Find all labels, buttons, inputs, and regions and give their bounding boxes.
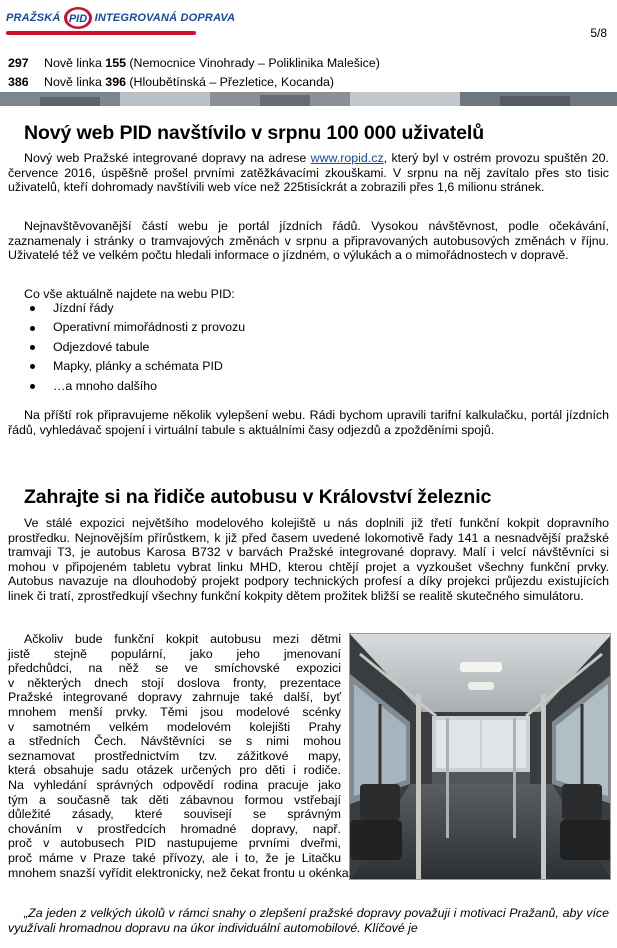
bullet-icon [30,306,35,311]
text-line: důležité zásady, které souvisejí se správným [8,807,341,822]
bullet-icon [30,364,35,369]
web-p1-text-b: , který byl v ostrém provozu spuštěn 20. července 2016, úspěšně prošel prvními zatěžkávacími zkouškami. V srpnu na něj zavítalo přes sto tisic uživatelů, kteří dohromady navštívili web více než 225tisíckrát a zobrazili přes 1,6 milionu stránek. [8,151,609,195]
bus-paragraph-2 [8,632,341,866]
list-item [8,357,408,376]
logo-text-mid: PID [68,13,87,25]
line-route: (Nemocnice Vinohrady – Poliklinika Malešice) [125,56,380,70]
logo-text-right: INTEGROVANÁ DOPRAVA [94,12,236,24]
list-item [8,377,408,396]
line-change-prefix: Nově linka [44,75,106,89]
list-item-label: Operativní mimořádnosti z provozu [53,320,246,335]
text-line: mnohem menší prvky. Těmi jsou modelové scénky [8,704,341,719]
web-list-intro: Co vše aktuálně najdete na webu PID: [24,287,235,301]
pid-logo [6,6,235,30]
text-line: v některých dnech stojí doslova fronty, prezentace [8,675,341,690]
page-header [6,4,611,38]
line-change-number: 386 [8,75,29,89]
bus-paragraph-1: Ve stálé expozici největšího modelového kolejiště u nás doplnili již třetí funkční kokpit dopravního prostředku. Nejnovějším přírůstkem, k již před časem uvedené lokomotivě řady 141 a nesnadvější pražské tramvaji T3, je autobus Karosa B732 v barvách Pražské integrované dopravy. Malí i velcí návštěvníci si mohou v připojeném tabletu vybrat linku MHD, kterou chtějí projet a vyzkoušet všechny funkční prvky. Autobus navazuje na dlouhodobý projekt podpory technických profesí a díky projekci průjezdu existujících linek či tratí, zprostředkují všechny funkční kokpity dětem prožitek bližší se realitě skutečného simulátoru. [8,516,609,603]
text-line: Ačkoliv bude funkční kokpit autobusu mezi dětmi [24,632,341,646]
text-line: tým a současně tak děti zábavnou formou vstřebají [8,792,341,807]
text-line: a středních Čech. Návštěvníci se s nimi mohou [8,734,341,749]
text-line: předchůdci, na něž se ve smíchovské expozici [8,661,341,676]
text-line: Pražské integrované dopravy zahrnuje také další, byť [8,690,341,705]
text-line: chováním v prostředcích hromadné dopravy, např. [8,821,341,836]
text-line: seznamovat prostřednictvím tzv. zážitkové mapy, [8,748,341,763]
text-line: která obsahuje sadu otázek určených pro děti i rodiče. [8,763,341,778]
line-change-row [8,75,334,89]
bullet-icon [30,384,35,389]
web-paragraph-2: Nejnavštěvovanější částí webu je portál jízdních řádů. Vysokou návštěvnost, podle očekávání, zaznamenaly i stránky o tramvajových změnách v srpnu a připravovaných autobusových změnách v říjnu. Uživatelé též ve velkém počtu hledali informace o jízdném, o výlukách a o mimořádnostech v dopravě. [8,219,609,263]
logo-text-left: PRAŽSKÁ [6,12,61,24]
line-change-prefix: Nově linka [44,56,106,70]
section-title-web: Nový web PID navštívilo v srpnu 100 000 uživatelů [24,122,485,144]
web-paragraph-1 [8,151,609,195]
list-item-label: …a mnoho dalšího [53,378,158,393]
list-item [8,338,408,357]
ropid-link[interactable]: www.ropid.cz [310,151,384,165]
text-line: proč máme v Praze také přívozy, ale i to, že je Litačku [8,850,341,865]
bullet-icon [30,345,35,350]
list-item [8,299,408,318]
text-line: v samotném velkém modelovém kolejišti Prahy [8,719,341,734]
bus-paragraph-2-end: mnohem snazší vyřídit elektronicky, než čekat frontu u okénka. [8,866,353,880]
list-item-label: Jízdní řády [53,301,114,315]
line-number: 155 [105,56,126,70]
pid-logo-icon [63,6,93,30]
line-change-number: 297 [8,56,29,70]
web-p1-text-a: Nový web Pražské integrované dopravy na adrese [24,151,311,165]
logo-underline [6,31,196,35]
text-line: jistě stejně populární, jako jeho jmenovaní [8,646,341,661]
line-number: 396 [105,75,126,89]
bullet-icon [30,326,35,331]
line-route: (Hloubětínská – Přezletice, Kocanda) [125,75,334,89]
cropped-photo-strip [0,92,617,106]
list-item [8,318,408,337]
bus-interior-photo [349,633,611,880]
quote-paragraph: „Za jeden z velkých úkolů v rámci snahy o zlepšení pražské dopravy považuji i motivaci Pražanů, aby více využívali hromadnou dopravu na úkor individuální automobilové. Klíčové je [8,906,609,935]
text-line: proč v autobusech PID nastupujeme prvními dveřmi, [8,836,341,851]
web-paragraph-3: Na příští rok připravujeme několik vylepšení webu. Rádi bychom upravili tarifní kalkulačku, portál jízdních řádů, vyhledávač spojení i virtuální tabule s aktuálními časy odjezdů a zpožděními spojů. [8,408,609,437]
line-change-row [8,56,380,70]
list-item-label: Odjezdové tabule [53,339,150,354]
text-line: Na vyhledání správných odpovědí rodina pracuje jako [8,777,341,792]
list-item-label: Mapky, plánky a schémata PID [53,359,223,374]
web-features-list [8,299,408,396]
section-title-bus: Zahrajte si na řidiče autobusu v Království železnic [24,486,492,508]
page-number: 5/8 [590,26,607,40]
